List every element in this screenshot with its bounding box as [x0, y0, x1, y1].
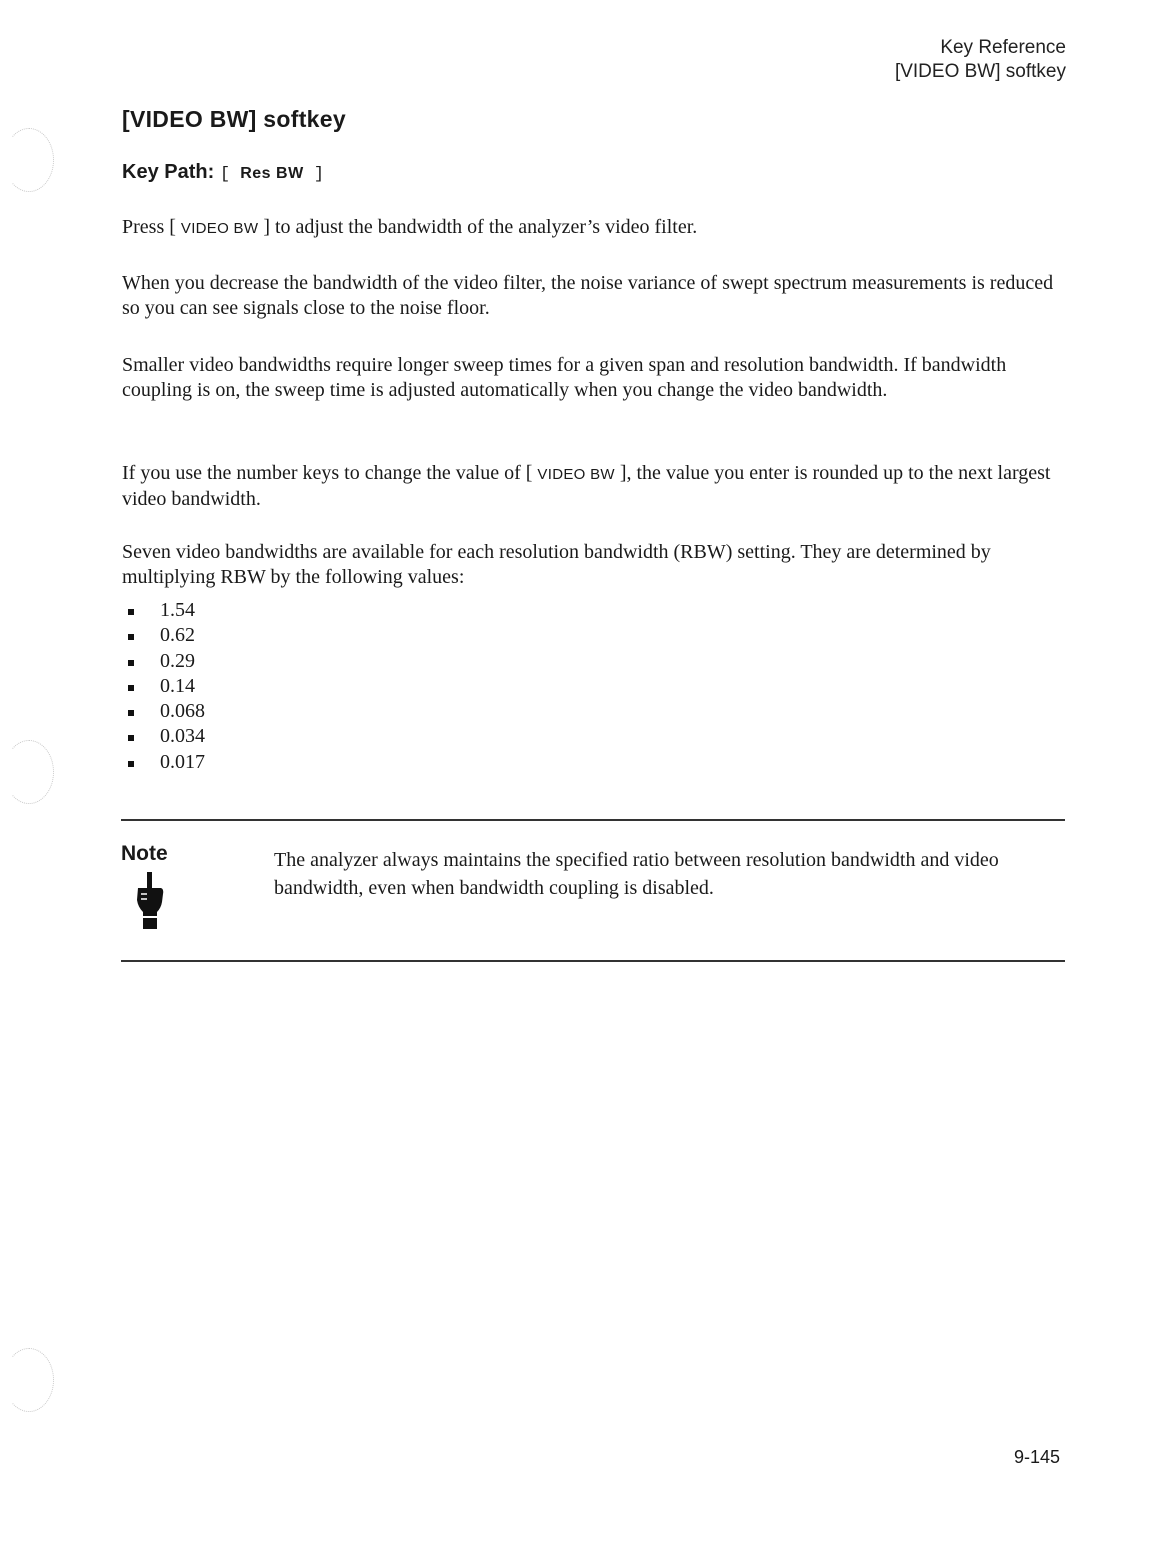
running-header	[895, 36, 1066, 84]
multiplier-list	[122, 598, 205, 775]
bullet-icon	[128, 710, 134, 716]
note-label: Note	[121, 842, 168, 865]
binder-hole-mark	[4, 1348, 54, 1412]
note-top-rule	[121, 819, 1065, 821]
key-path-key: [ Res BW ]	[219, 165, 325, 184]
key-path	[122, 161, 324, 184]
page-title: [VIDEO BW] softkey	[122, 106, 346, 132]
list-item: 0.62	[122, 623, 205, 648]
list-item: 0.14	[122, 674, 205, 699]
paragraph-sweep-time: Smaller video bandwidths require longer sweep times for a given span and resolution bandwidth. If bandwidth coupling is on, the sweep time is adjusted automatically when you change the video bandwidth.	[122, 354, 1007, 401]
binder-hole-mark	[4, 128, 54, 192]
list-item: 0.29	[122, 649, 205, 674]
keycap-video-bw: VIDEO BW	[180, 220, 259, 237]
paragraph-multipliers: Seven video bandwidths are available for each resolution bandwidth (RBW) setting. They are determined by multiplying RBW by the following values:	[122, 541, 991, 588]
bullet-icon	[128, 634, 134, 640]
keycap-video-bw: VIDEO BW	[537, 466, 615, 483]
list-item: 0.068	[122, 699, 205, 724]
paragraph-intro: Press [ VIDEO BW ] to adjust the bandwidth of the analyzer’s video filter.	[122, 216, 698, 238]
bullet-icon	[128, 685, 134, 691]
running-header-section: Key Reference	[940, 37, 1066, 58]
list-item: 0.017	[122, 750, 205, 775]
bullet-icon	[128, 761, 134, 767]
list-item: 1.54	[122, 598, 205, 623]
binder-hole-mark	[4, 740, 54, 804]
note-text: The analyzer always maintains the specified ratio between resolution bandwidth and video bandwidth, even when bandwidth coupling is disabled.	[274, 849, 999, 899]
paragraph-number-keys: If you use the number keys to change the value of [ VIDEO BW ], the value you enter is rounded up to the next largest video bandwidth.	[122, 462, 1051, 510]
list-item: 0.034	[122, 724, 205, 749]
key-path-label: Key Path:	[122, 161, 215, 183]
pointing-hand-icon	[135, 872, 165, 935]
bullet-icon	[128, 660, 134, 666]
page-number: 9-145	[1013, 1447, 1060, 1467]
note-bottom-rule	[121, 960, 1065, 962]
paragraph-noise: When you decrease the bandwidth of the video filter, the noise variance of swept spectrum measurements is reduced so you can see signals close to the noise floor.	[122, 272, 1054, 319]
bullet-icon	[128, 609, 134, 615]
running-header-topic: [VIDEO BW] softkey	[894, 61, 1066, 82]
bullet-icon	[128, 735, 134, 741]
